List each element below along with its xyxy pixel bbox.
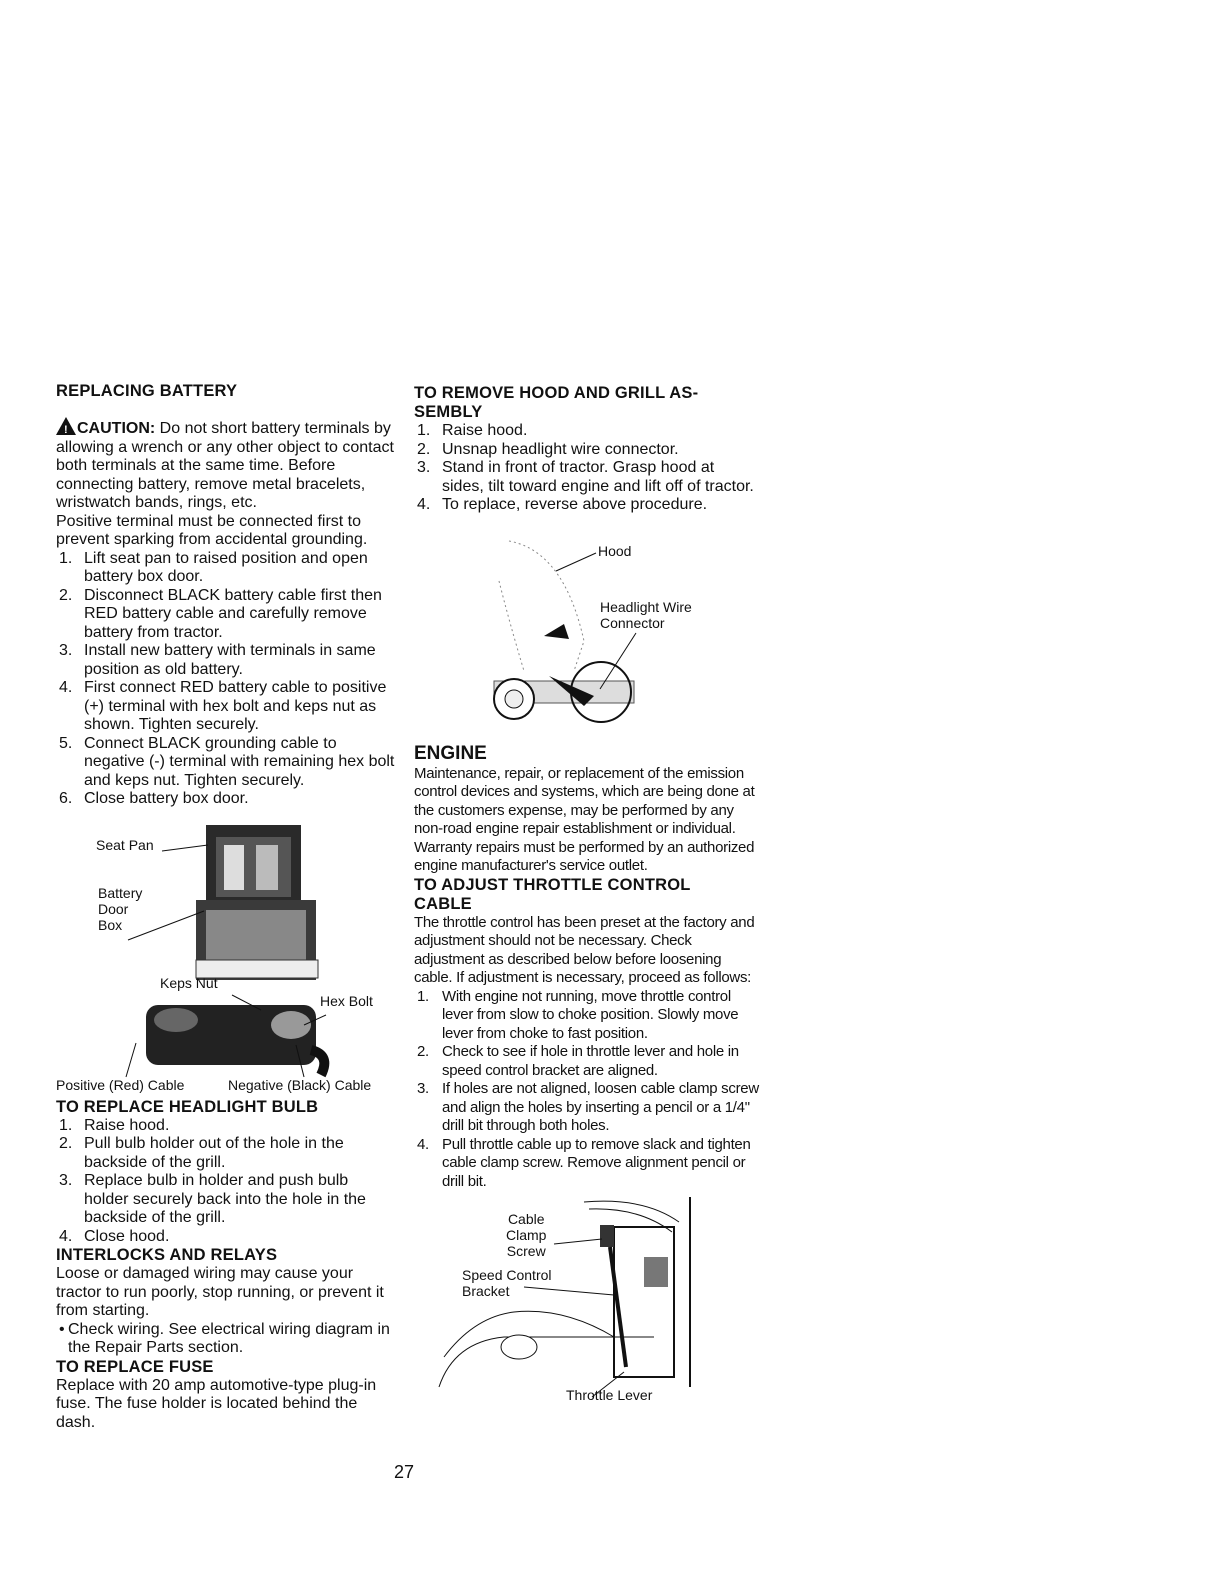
cable-clamp-screw-label: Cable Clamp Screw (506, 1211, 547, 1259)
throttle-figure (414, 1197, 759, 1407)
list-item: 1. Raise hood. (417, 422, 528, 439)
headlight-wire-label: Headlight Wire Connector (600, 598, 692, 631)
battery-steps (56, 550, 396, 809)
fuse-heading: TO REPLACE FUSE (56, 1357, 214, 1376)
list-item: 1. Raise hood. (59, 1116, 170, 1134)
fuse-text: Replace with 20 amp automotive-type plug-in fuse. The fuse holder is located behind the dash. (56, 1376, 377, 1431)
battery-door-box-label: Battery Door Box (98, 884, 143, 933)
list-item: 3. If holes are not aligned, loosen cable clamp screw and align the holes by inserting a pencil or a 1/4" drill bit through both holes. (417, 1080, 759, 1134)
list-item: 4. Pull throttle cable up to remove slack and tighten cable clamp screw. Remove alignment pencil or drill bit. (417, 1135, 751, 1190)
positive-terminal-note: Positive terminal must be connected first to prevent sparking from accidental grounding. (56, 512, 368, 548)
negative-cable-label: Negative (Black) Cable (228, 1076, 372, 1093)
list-item: 2. Pull bulb holder out of the hole in the backside of the grill. (59, 1135, 344, 1171)
list-item: 2. Unsnap headlight wire connector. (417, 440, 679, 458)
warning-triangle-icon (56, 417, 76, 435)
page-number: 27 (394, 1462, 415, 1482)
list-item: 3. Replace bulb in holder and push bulb holder securely back into the hole in the backside of the grill. (59, 1172, 366, 1226)
hood-heading: TO REMOVE HOOD AND GRILL AS- SEMBLY (414, 384, 699, 421)
throttle-heading: TO ADJUST THROTTLE CONTROL CABLE (414, 875, 691, 913)
list-item: 3. Stand in front of tractor. Grasp hood at sides, tilt toward engine and lift off of tractor. (417, 459, 754, 495)
hex-bolt-label: Hex Bolt (320, 992, 373, 1009)
hood-figure (414, 521, 759, 743)
throttle-lever-label: Throttle Lever (566, 1387, 653, 1403)
list-item: 6. Close battery box door. (59, 790, 249, 807)
hood-steps (414, 422, 759, 515)
caution-text: Do not short battery terminals by allowing a wrench or any other object to contact both terminals at the same time. Before connecting battery, remove metal bracelets, wristwatch bands, rings, etc. (56, 420, 394, 511)
speed-control-bracket-label: Speed Control Bracket (462, 1267, 552, 1299)
hood-illustration (414, 521, 759, 743)
seat-pan-label: Seat Pan (96, 836, 154, 853)
list-item: 5. Connect BLACK grounding cable to negative (-) terminal with remaining hex bolt and keps nut. Tighten securely. (59, 734, 395, 789)
caution-label: CAUTION: (77, 420, 156, 437)
throttle-text: The throttle control has been preset at the factory and adjustment should not be necessary. Check adjustment as described below before loosening cable. If adjustment is necessary, proceed as follows: (414, 913, 755, 986)
caution-paragraph (56, 415, 396, 513)
list-item: 1. With engine not running, move throttle control lever from slow to choke position. Slowly move lever from choke to fast position. (417, 987, 739, 1042)
battery-illustration (56, 815, 396, 1095)
battery-figure (56, 815, 396, 1095)
list-item: 4. First connect RED battery cable to positive (+) terminal with hex bolt and keps nut as shown. Tighten securely. (59, 679, 387, 733)
replacing-battery-heading: REPLACING BATTERY (56, 382, 238, 400)
list-item: 2. Disconnect BLACK battery cable first then RED battery cable and carefully remove battery from tractor. (59, 586, 382, 641)
list-item: 3. Install new battery with terminals in same position as old battery. (59, 642, 376, 678)
headlight-steps (56, 1117, 396, 1247)
headlight-heading: TO REPLACE HEADLIGHT BULB (56, 1097, 319, 1116)
list-item: 4. To replace, reverse above procedure. (417, 496, 708, 513)
left-column (56, 382, 396, 1432)
engine-heading: ENGINE (414, 742, 487, 764)
interlocks-heading: INTERLOCKS AND RELAYS (56, 1246, 278, 1264)
throttle-illustration (414, 1197, 714, 1407)
engine-text: Maintenance, repair, or replacement of the emission control devices and systems, which are being done at the customers expense, may be performed by any non-road engine repair establishment or individual. Warranty repairs must be performed by an authorized engine manufacturer's service outlet. (414, 764, 755, 874)
list-item: 1. Lift seat pan to raised position and open battery box door. (59, 549, 368, 585)
right-column (414, 384, 759, 1407)
keps-nut-label: Keps Nut (160, 974, 218, 991)
throttle-steps (414, 988, 759, 1192)
list-item: 4. Close hood. (59, 1227, 170, 1245)
list-item: 2. Check to see if hole in throttle lever and hole in speed control bracket are aligned. (417, 1043, 739, 1079)
interlocks-text: Loose or damaged wiring may cause your tractor to run poorly, stop running, or prevent it from starting. (56, 1265, 384, 1319)
interlocks-bullet: • Check wiring. See electrical wiring diagram in the Repair Parts section. (56, 1321, 396, 1358)
hood-label: Hood (598, 542, 632, 559)
positive-cable-label: Positive (Red) Cable (56, 1076, 185, 1093)
